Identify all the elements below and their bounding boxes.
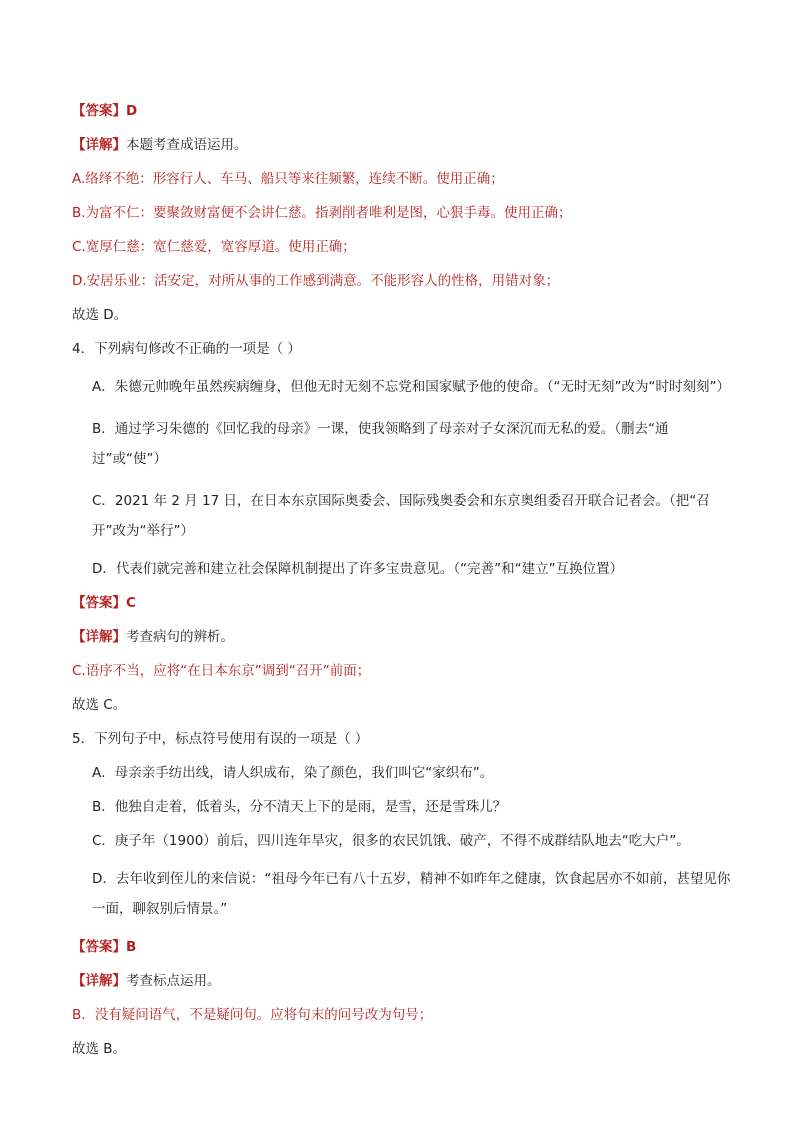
q4-option-a: A．朱德元帅晚年虽然疾病缠身，但他无时无刻不忘党和国家赋予他的使命。（“无时无刻”改为“时时刻刻”） (92, 379, 730, 395)
q4-stem: 4．下列病句修改不正确的一项是（ ） (72, 341, 301, 357)
answer-label: 【答案】 (72, 103, 126, 119)
q3-detail-line (72, 134, 732, 156)
q5-detail-line (72, 970, 732, 992)
q5-conclusion: 故选 B。 (72, 1041, 127, 1057)
q5-answer-line (72, 936, 732, 958)
q5-detail-text: 考查标点运用。 (126, 973, 221, 989)
q5-option-b: B．他独自走着，低着头，分不清天上下的是雨，是雪，还是雪珠儿？ (92, 799, 507, 815)
q3-answer-value: D (126, 103, 138, 119)
q3-explanation-a: A.络绎不绝：形容行人、车马、船只等来往频繁，连续不断。使用正确； (72, 171, 504, 187)
q4-explanation-c: C.语序不当，应将“在日本东京”调到“召开”前面； (72, 663, 371, 679)
q4-answer-value: C (126, 595, 136, 611)
q5-option-a: A．母亲亲手纺出线，请人织成布，染了颜色，我们叫它“家织布”。 (92, 765, 494, 781)
detail-label: 【详解】 (72, 973, 126, 989)
q3-explanation-c: C.宽厚仁慈：宽仁慈爱，宽容厚道。使用正确； (72, 239, 356, 255)
q5-option-c: C．庚子年（1900）前后，四川连年旱灾，很多的农民饥饿、破产，不得不成群结队地去“吃大户”。 (92, 833, 690, 849)
q4-option-d: D．代表们就完善和建立社会保障机制提出了许多宝贵意见。（“完善”和“建立”互换位置） (92, 561, 624, 577)
q4-conclusion: 故选 C。 (72, 697, 127, 713)
q5-stem: 5．下列句子中，标点符号使用有误的一项是（ ） (72, 731, 369, 747)
q4-detail-line (72, 626, 732, 648)
q5-explanation-b: B．没有疑问语气，不是疑问句。应将句末的问号改为句号； (72, 1007, 433, 1023)
q3-conclusion: 故选 D。 (72, 307, 128, 323)
q4-detail-text: 考查病句的辨析。 (126, 629, 234, 645)
q3-explanation-b: B.为富不仁：要聚敛财富便不会讲仁慈。指剥削者唯利是图，心狠手毒。使用正确； (72, 205, 572, 221)
q5-option-d: D．去年收到侄儿的来信说：“祖母今年已有八十五岁，精神不如昨年之健康，饮食起居亦不如前，甚望见你一面，聊叙别后情景。” (92, 871, 731, 917)
detail-label: 【详解】 (72, 629, 126, 645)
q4-option-c: C．2021 年 2 月 17 日，在日本东京国际奥委会、国际残奥委会和东京奥组委召开联合记者会。（把“召开”改为“举行”） (92, 493, 710, 539)
document-content (72, 100, 732, 1072)
detail-label: 【详解】 (72, 137, 126, 153)
q4-option-b: B．通过学习朱德的《回忆我的母亲》一课，使我领略到了母亲对子女深沉而无私的爱。（删去“通过”或“使”） (92, 421, 669, 467)
q5-answer-value: B (126, 939, 137, 955)
answer-label: 【答案】 (72, 939, 126, 955)
q3-answer-line (72, 100, 732, 122)
q4-answer-line (72, 592, 732, 614)
q3-detail-text: 本题考查成语运用。 (126, 137, 248, 153)
answer-label: 【答案】 (72, 595, 126, 611)
q3-explanation-d: D.安居乐业：活安定，对所从事的工作感到满意。不能形容人的性格，用错对象； (72, 273, 560, 289)
